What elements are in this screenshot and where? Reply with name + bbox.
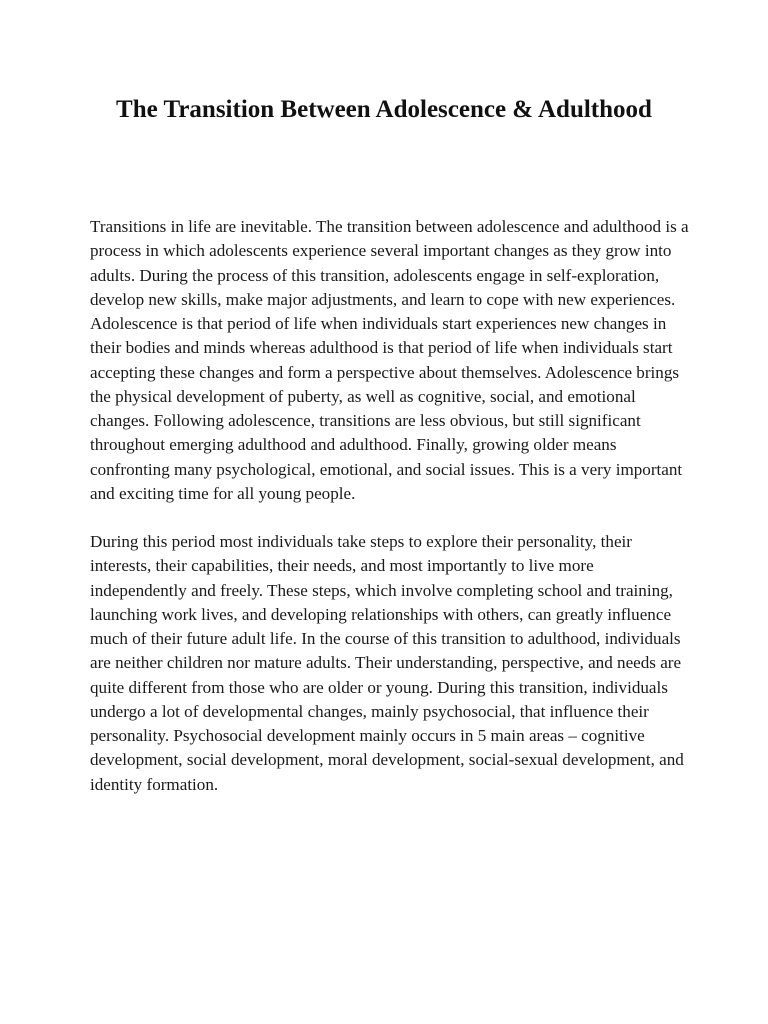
document-body xyxy=(90,215,690,821)
document-title: The Transition Between Adolescence & Adulthood xyxy=(116,96,652,123)
paragraph: Transitions in life are inevitable. The transition between adolescence and adulthood is a process in which adolescents experience several important changes as they grow into adults. During the process of this transition, adolescents engage in self-exploration, develop new skills, make major adjustments, and learn to cope with new experiences. Adolescence is that period of life when individuals start experiences new changes in their bodies and minds whereas adulthood is that period of life when individuals start accepting these changes and form a perspective about themselves. Adolescence brings the physical development of puberty, as well as cognitive, social, and emotional changes. Following adolescence, transitions are less obvious, but still significant throughout emerging adulthood and adulthood. Finally, growing older means confronting many psychological, emotional, and social issues. This is a very important and exciting time for all young people. xyxy=(90,217,689,503)
paragraph: During this period most individuals take steps to explore their personality, their interests, their capabilities, their needs, and most importantly to live more independently and freely. These steps, which involve completing school and training, launching work lives, and developing relationships with others, can greatly influence much of their future adult life. In the course of this transition to adulthood, individuals are neither children nor mature adults. Their understanding, perspective, and needs are quite different from those who are older or young. During this transition, individuals undergo a lot of developmental changes, mainly psychosocial, that influence their personality. Psychosocial development mainly occurs in 5 main areas – cognitive development, social development, moral development, social-sexual development, and identity formation. xyxy=(90,532,684,794)
